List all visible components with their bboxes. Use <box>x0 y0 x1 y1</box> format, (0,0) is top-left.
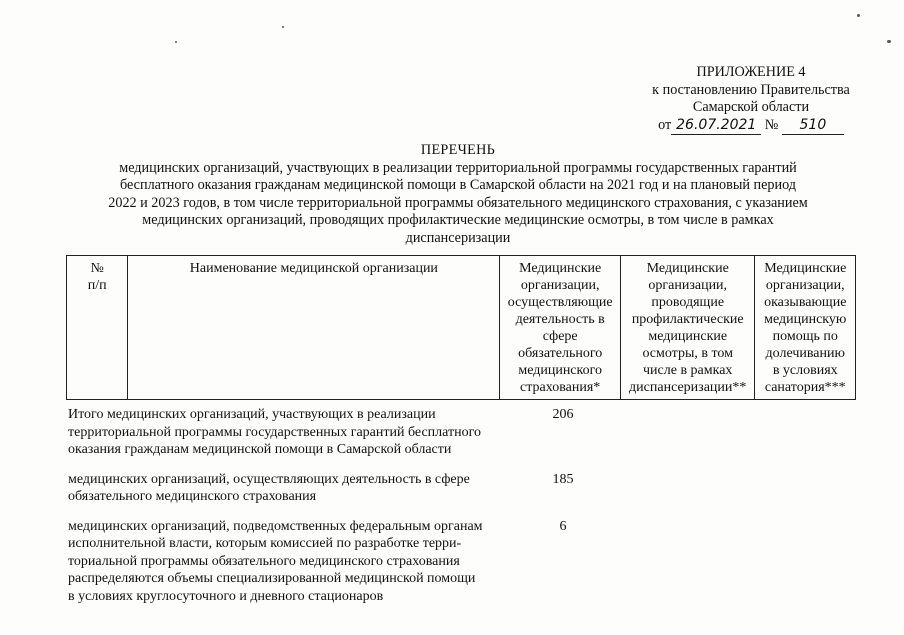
appendix-date-number <box>600 117 902 136</box>
table-header-row <box>67 256 856 400</box>
number-label: № <box>764 116 779 133</box>
summary-rows <box>68 406 858 617</box>
summary-value: 185 <box>552 471 574 487</box>
handwritten-date: 26.07.2021 <box>671 117 761 136</box>
summary-label: Итого медицинских организаций, участвующих в реализации территориальной программы государственных гарантий бесплатного оказания гражданам медицинской помощи в Самарской области <box>68 407 482 457</box>
title-description-line: диспансеризации <box>405 229 511 246</box>
title-description-line: медицинских организаций, проводящих профилактические медицинские осмотры, в том числе в рамках <box>142 212 774 229</box>
scan-speck <box>857 14 860 17</box>
appendix-region: Самарской области <box>692 99 810 115</box>
summary-row-oms <box>68 471 858 506</box>
scan-speck <box>175 41 177 43</box>
document-title <box>60 142 856 248</box>
summary-value: 206 <box>552 407 574 422</box>
from-label: от <box>658 116 672 133</box>
scan-speck <box>282 26 284 28</box>
handwritten-number: 510 <box>782 117 844 136</box>
header-organization-name: Наименование медицинской организации <box>128 256 500 400</box>
title-description-line: бесплатного оказания гражданам медицинской помощи в Самарской области на 2021 год и на плановый период <box>120 177 796 194</box>
appendix-block <box>600 64 902 135</box>
summary-row-total <box>68 406 858 459</box>
header-sanatorium-care: Медицинские организации, оказывающие медицинскую помощь по долечиванию в условиях санатория*** <box>755 256 856 400</box>
header-oms-organizations: Медицинские организации, осуществляющие деятельность в сфере обязательного медицинского страхования* <box>500 256 621 400</box>
summary-row-federal <box>68 518 858 606</box>
appendix-title: ПРИЛОЖЕНИЕ 4 <box>696 64 806 80</box>
title-description-line: 2022 и 2023 годов, в том числе территориальной программы обязательного медицинского страхования, с указанием <box>108 194 808 211</box>
header-preventive-exams: Медицинские организации, проводящие профилактические медицинские осмотры, в том числе в рамках диспансеризации** <box>620 256 755 400</box>
scan-speck <box>887 40 891 43</box>
summary-label: медицинских организаций, осуществляющих деятельность в сфере обязательного медицинского страхования <box>68 471 470 504</box>
summary-value: 6 <box>559 518 567 534</box>
organizations-table <box>66 255 856 400</box>
summary-label: медицинских организаций, подведомственных федеральным органам исполнительной власти, которым комиссией по разработке терри- ториальной программы обязательного медицинского страхования распределяются объемы специализированной медицинской помощи в условиях круглосуточного и дневного стационаров <box>68 518 483 604</box>
appendix-resolution: к постановлению Правительства <box>652 81 850 98</box>
list-heading: ПЕРЕЧЕНЬ <box>420 142 496 158</box>
header-number: № п/п <box>67 256 128 400</box>
title-description-line: медицинских организаций, участвующих в реализации территориальной программы государственных гарантий <box>119 159 797 176</box>
